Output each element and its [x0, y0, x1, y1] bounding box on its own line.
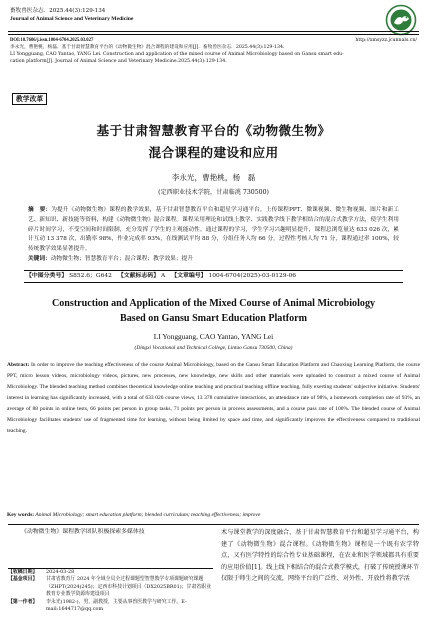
body-right-column: 术与课堂教学的深度融合，基于甘肃智慧教育平台和超星学习通平台，构建了《动物微生物》混合课程。《动物微生物》课程是一个既有农学特点，又有医学特性的综合性专业基础课程，在农业和医学领域都具有重要的应用价值[1]。线上线下相结合的混合式教学模式，打破了传统授课环节仅限于师生之间的交流，网络平台的广泛性、对外性、开放性将教学活	[221, 529, 419, 582]
abstract-en	[7, 360, 420, 437]
footnote-block	[8, 568, 213, 613]
keywords-cn-label: 关键词：	[28, 255, 51, 262]
fund-value: 甘肃省教育厅 2024 年全域全员全过程课题型智慧教学专项课题研究课题（ZHPT(2024)245)；定西市科技计划项目（DX2025BR01)；甘肃省职业教育专业教学资源库建设项目	[46, 576, 212, 598]
abstract-en-label: Abstract:	[7, 362, 30, 368]
received-value: 2024-03-28	[46, 569, 75, 575]
citation-en-1: LI Yongguang, CAO Yantao, YANG Lei. Construction and application of the mixed course of Animal Microbiology based on Gansu smart edu-	[10, 52, 344, 57]
doc-code-value: A	[160, 273, 166, 279]
article-no-label: 【文章编号】	[171, 273, 207, 279]
authors-en: LI Yongguang, CAO Yantao, YANG Lei	[153, 332, 274, 341]
authors-cn: 李永光，曹艳桃，杨 磊	[171, 173, 256, 182]
clc-label: 【中图分类号】	[26, 273, 68, 279]
doi: DOI:10.7606/j.issn.1004-6704.2025.03.027	[10, 38, 94, 43]
running-header	[10, 8, 350, 23]
title-en-line1: Construction and Application of the Mixed Course of Animal Microbiology	[51, 298, 376, 309]
first-author-value: 李永光(1982-)，男，副教授，主要从事兽医教学与研究工作。E-mail:1644717@qq.com	[46, 598, 187, 613]
body-left-first-line: 《动物微生物》课程教学团队积极探索多媒体技	[21, 529, 145, 535]
column-tag: 教学改革	[12, 93, 47, 105]
journal-cn-issue: 畜牧兽医杂志．2025.44(3):129-134	[10, 8, 106, 14]
abstract-en-text: In order to improve the teaching effectiveness of the course Animal Microbiology, based on the Gansu Smart Education Platform and Chaoxing Learning Platform, the course PPT, micro lesson videos, microbiology videos, pictures, new processes, new knowledge, new skills and other materials were uploaded to construct a mixed course of Animal Microbiology. The blended teaching method combines theoretical knowledge online teaching and practical teaching offline teaching, fully exerting students' subjective initiative. Students' interest in learning has significantly increased, with a total of 633 026 course views, 13 378 cumulative interactions, an attendance rate of 98%, a homework completion rate of 93%, an average of 88 points in online tests, 66 points per person in group tasks, 71 points per person in process assessments, and a course pass rate of 100%. The blended course of Animal Microbiology facilitates students' use of fragmented time for learning, without being limited by space and time, and significantly improves the effectiveness compared to traditional teaching.	[7, 362, 421, 434]
article-no-value: 1004-6704(2025)-03-0129-06	[208, 273, 296, 279]
fund-label: 【基金项目】	[8, 576, 38, 583]
citation-block	[10, 37, 417, 65]
keywords-en-label: Key words:	[7, 512, 35, 518]
abstract-cn-label: 摘 要：	[28, 207, 52, 213]
doc-code-label: 【文献标志码】	[117, 273, 160, 279]
keywords-en-row	[7, 511, 420, 519]
body-left-column	[8, 527, 213, 538]
classification-row	[24, 270, 403, 283]
citation-cn: 李永光，曹艳桃，杨磊．基于甘肃智慧教育平台的《动物微生物》混合课程的建设和应用[J]．畜牧兽医杂志．2025.44(3):129-134.	[10, 45, 285, 50]
keywords-en: Animal Microbiology; smart education platform; blended curriculum; teaching effectiveness; improve	[35, 512, 261, 518]
journal-en-name: Journal of Animal Science and Veterinary Medicine	[10, 15, 134, 22]
abstract-cn-text: 为提升《动物微生物》课程的教学效果，基于甘肃智慧教育平台和超星学习通平台，上传课程PPT、微课视频、微生物视频、图片和新工艺、新知识、新技能等资料，构建《动物微生物》混合课程。课程采用理论和试线上教学、实践教学线下教学相结合的混合式教学方法，使学生利用碎片时间学习，不受空间和时间限制，充分发挥了学生的主观能动性。通过课程的学习，学生学习兴趣明显提升，课程总浏览量达 633 026 次，累计互动 13 378 次，出勤率 98%，作业完成率 93%，在线测试平均 88 分，分组任务人均 66 分，过程性考核人均 71 分，课程通过率 100%，较传统教学效果显著提升。	[28, 207, 399, 253]
clc-value: S852.6；G642	[69, 273, 112, 279]
affiliation-en: (Dingxi Vocational and Technical College, Lintao Gansu 730500, China)	[134, 345, 293, 351]
journal-url: http://xmsyzz.jcunnals.cn/	[355, 38, 417, 43]
citation-en-2: cation platform[J]. Journal of Animal Science and Veterinary Medicine.2025.44(3):129-134.	[10, 59, 227, 64]
first-author-label: 【第一作者】	[8, 598, 38, 605]
header-rule-thin	[8, 34, 419, 35]
title-en-line2: Based on Gansu Smart Education Platform	[119, 313, 308, 324]
keywords-cn: 动物微生物；智慧教育平台；混合课程；教学效果；提升	[50, 255, 193, 262]
title-cn-line2: 混合课程的建设和应用	[148, 145, 279, 160]
abstract-end-rule	[8, 524, 419, 525]
abstract-cn	[28, 206, 399, 265]
affiliation-cn: (定西职业技术学院，甘肃临洮 730500)	[158, 189, 269, 196]
received-label: 【收稿日期】	[8, 569, 38, 575]
header-rule	[8, 31, 419, 32]
title-cn-line1: 基于甘肃智慧教育平台的《动物微生物》	[96, 123, 331, 138]
